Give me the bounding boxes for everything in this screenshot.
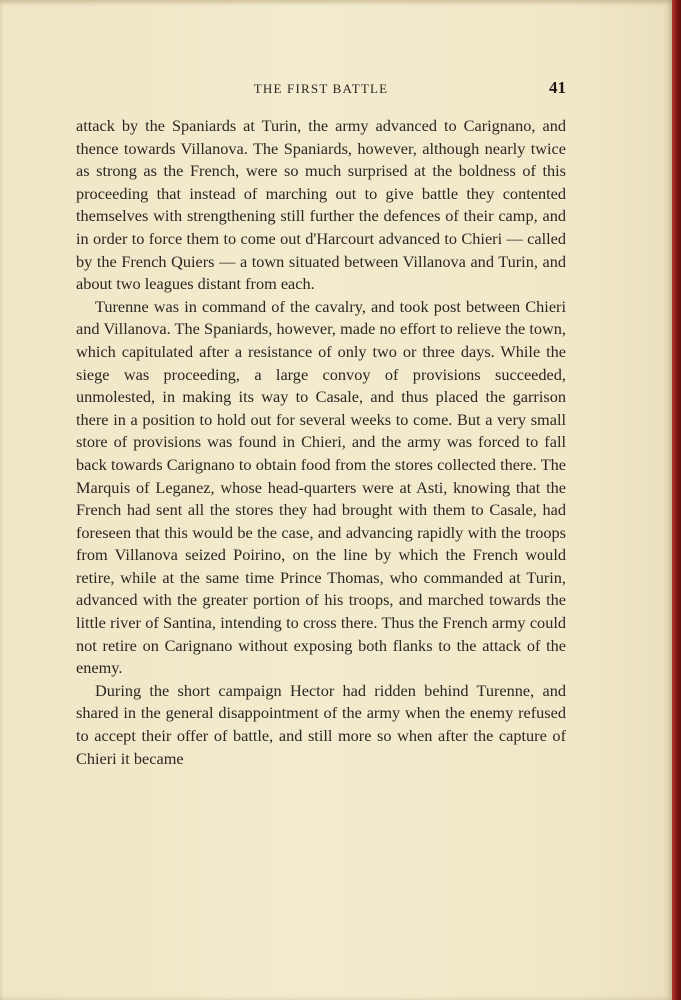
body-text	[76, 115, 566, 770]
book-edge	[672, 0, 681, 1000]
paragraph-continued: attack by the Spaniards at Turin, the army advanced to Carignano, and thence towards Villanova. The Spaniards, however, although nearly twice as strong as the French, were so much surprised at the boldness of this proceeding that instead of marching out to give battle they contented themselves with strengthening still further the defences of their camp, and in order to force them to come out d'Harcourt advanced to Chieri — called by the French Quiers — a town situated between Villanova and Turin, and about two leagues distant from each.	[76, 116, 566, 294]
page-number: 41	[549, 78, 566, 97]
running-title: THE FIRST BATTLE	[253, 81, 389, 96]
paragraph: Turenne was in command of the cavalry, and took post between Chieri and Villanova. The Spaniards, however, made no effort to relieve the town, which capitulated after a resistance of only two or three days. While the siege was proceeding, a large convoy of provisions succeeded, unmolested, in making its way to Casale, and thus placed the garrison there in a position to hold out for several weeks to come. But a very small store of provisions was found in Chieri, and the army was forced to fall back towards Carignano to obtain food from the stores collected there. The Marquis of Leganez, whose head-quarters were at Asti, knowing that the French had sent all the stores they had brought with them to Casale, had foreseen that this would be the case, and advancing rapidly with the troops from Villanova seized Poirino, on the line by which the French would retire, while at the same time Prince Thomas, who commanded at Turin, advanced with the greater portion of his troops, and marched towards the little river of Santina, intending to cross there. Thus the French army could not retire on Carignano without exposing both flanks to the attack of the enemy.	[76, 296, 566, 678]
paragraph: During the short campaign Hector had ridden behind Turenne, and shared in the general disappointment of the army when the enemy refused to accept their offer of battle, and still more so when after the capture of Chieri it became	[76, 680, 566, 768]
page-header	[76, 78, 566, 100]
